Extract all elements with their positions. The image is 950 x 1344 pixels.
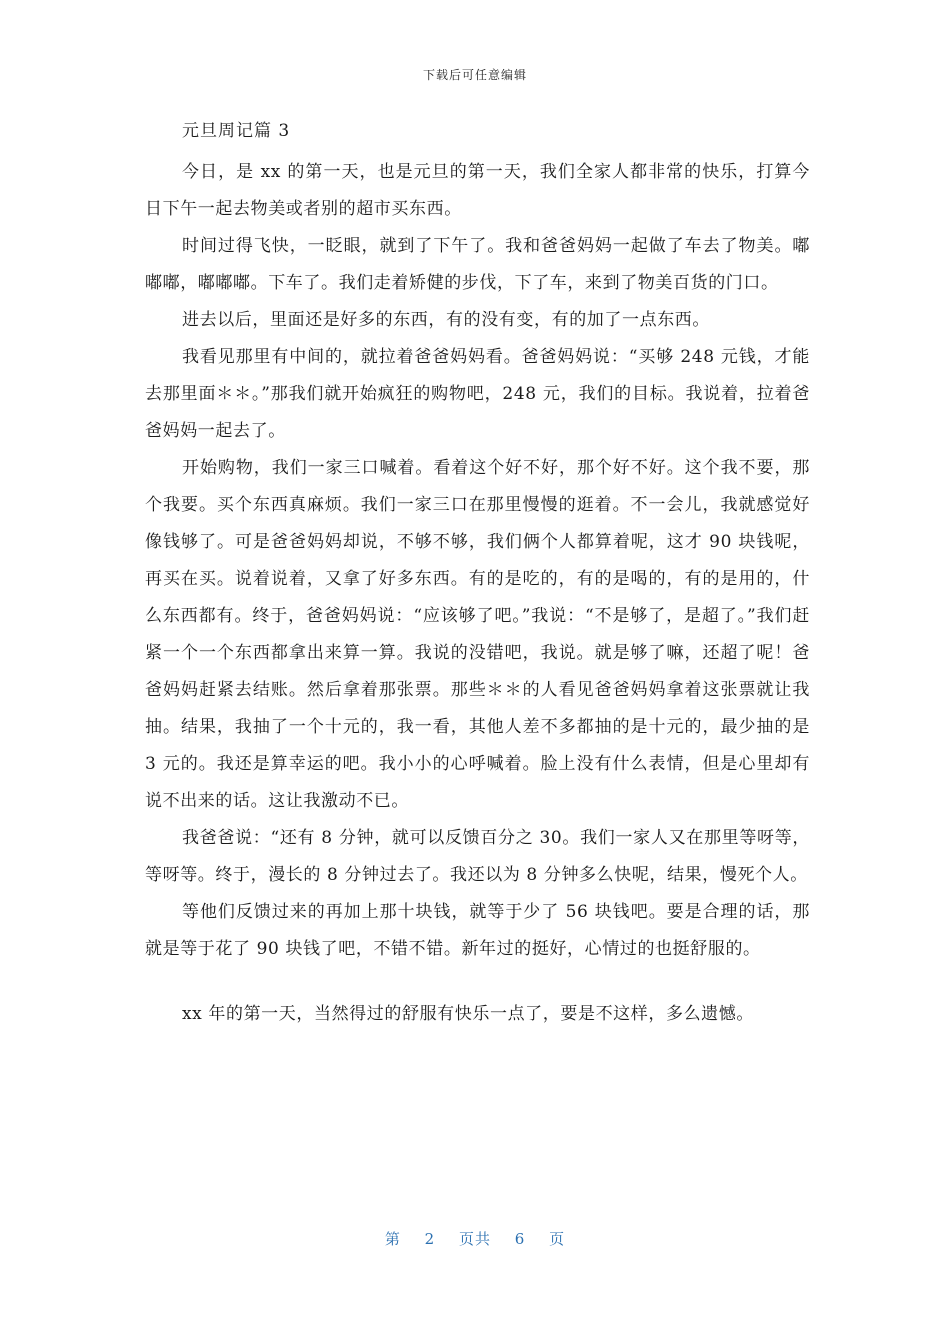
page-header: 下载后可任意编辑 (422, 68, 527, 82)
page-footer: 第 2 页共 6 页 (384, 1230, 566, 1248)
paragraph-5: 开始购物，我们一家三口喊着。看着这个好不好，那个好不好。这个我不要，那个我要。买个东西真麻烦。我们一家三口在那里慢慢的逛着。不一会儿，我就感觉好像钱够了。可是爸爸妈妈却说，不够不够，我们俩个人都算着呢，这才 90 块钱呢，再买在买。说着说着，又拿了好多东西。有的是吃的，有的是喝的，有的是用的，什么东西都有。终于，爸爸妈妈说：“应该够了吧。”我说：“不是够了，是超了。”我们赶紧一个一个东西都拿出来算一算。我说的没错吧，我说。就是够了嘛，还超了呢！爸爸妈妈赶紧去结账。然后拿着那张票。那些＊＊的人看见爸爸妈妈拿着这张票就让我抽。结果，我抽了一个十元的，我一看，其他人差不多都抽的是十元的，最少抽的是 3 元的。我还是算幸运的吧。我小小的心呼喊着。脸上没有什么表情，但是心里却有说不出来的话。这让我激动不已。 (145, 458, 810, 811)
document-body (145, 118, 810, 1033)
document-title: 元旦周记篇 3 (182, 121, 291, 141)
paragraph-8: xx 年的第一天，当然得过的舒服有快乐一点了，要是不这样，多么遗憾。 (182, 1004, 754, 1024)
paragraph-4: 我看见那里有中间的，就拉着爸爸妈妈看。爸爸妈妈说：“买够 248 元钱，才能去那里面＊＊。”那我们就开始疯狂的购物吧，248 元，我们的目标。我说着，拉着爸爸妈妈一起去了。 (145, 347, 810, 441)
paragraph-1: 今日，是 xx 的第一天，也是元旦的第一天，我们全家人都非常的快乐，打算今日下午一起去物美或者别的超市买东西。 (145, 162, 810, 219)
paragraph-6: 我爸爸说：“还有 8 分钟，就可以反馈百分之 30。我们一家人又在那里等呀等，等呀等。终于，漫长的 8 分钟过去了。我还以为 8 分钟多么快呢，结果，慢死个人。 (145, 828, 810, 885)
paragraph-2: 时间过得飞快，一眨眼，就到了下午了。我和爸爸妈妈一起做了车去了物美。嘟嘟嘟，嘟嘟嘟。下车了。我们走着矫健的步伐，下了车，来到了物美百货的门口。 (145, 236, 810, 293)
paragraph-3: 进去以后，里面还是好多的东西，有的没有变，有的加了一点东西。 (182, 310, 710, 330)
paragraph-7: 等他们反馈过来的再加上那十块钱，就等于少了 56 块钱吧。要是合理的话，那就是等于花了 90 块钱了吧，不错不错。新年过的挺好，心情过的也挺舒服的。 (145, 902, 810, 959)
